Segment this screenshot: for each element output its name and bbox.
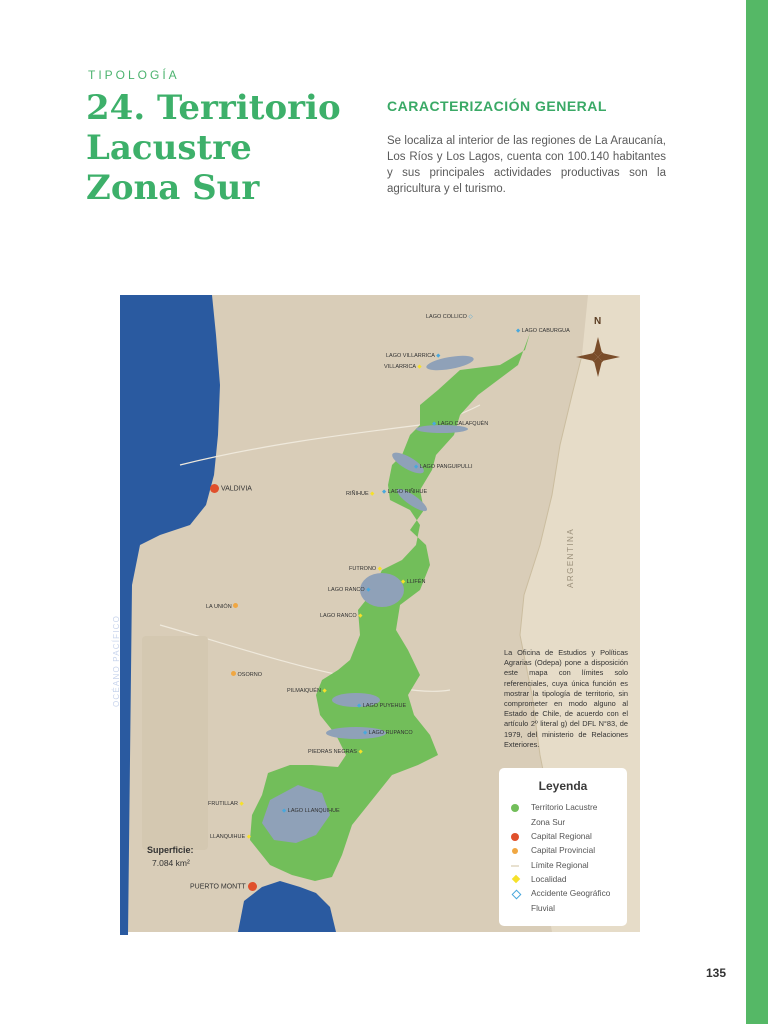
- legend-fluvial-icon: [512, 890, 522, 900]
- legend-fluvial: Accidente Geográfico Fluvial: [531, 888, 611, 913]
- locality-piedras-negras: PIEDRAS NEGRAS ◆: [308, 749, 363, 755]
- lake-label-rinihue: ◆ LAGO RIÑIHUE: [382, 489, 428, 495]
- lake-label-calafquen: ◆ LAGO CALAFQUÉN: [432, 421, 489, 427]
- lake-label-ranco-1: LAGO RANCO ◆: [328, 587, 371, 593]
- title-line-2: Lacustre: [86, 128, 252, 168]
- locality-futrono: FUTRONO ◆: [349, 566, 382, 572]
- capital-osorno: OSORNO: [231, 671, 262, 678]
- territory-map: [112, 295, 640, 932]
- page-number: 135: [706, 966, 727, 980]
- map-disclaimer: La Oficina de Estudios y Políticas Agrarias (Odepa) pone a disposición este mapa con límites solo referenciales, cuya única función es mostrar la tipología de territorio, sin comprometer en modo alguno al Estado de Chile, de acuerdo con el artículo 2º literal g) del DFL N°83, de 1979, del ministerio de Relaciones Exteriores.: [504, 648, 628, 749]
- argentina-label: ARGENTINA: [566, 527, 575, 588]
- characterization-heading: CARACTERIZACIÓN GENERAL: [387, 98, 607, 114]
- legend-title: Leyenda: [538, 779, 588, 793]
- edge-color-bar: [746, 0, 768, 1024]
- capital-la-union: LA UNIÓN: [206, 603, 238, 610]
- section-label: TIPOLOGÍA: [88, 68, 180, 82]
- legend-limite-icon: [511, 865, 519, 867]
- locality-llifen: ◆ LLIFÉN: [401, 579, 426, 585]
- locality-llanquihue: LLANQUIHUE ◆: [210, 834, 251, 840]
- legend-capital-regional: Capital Regional: [531, 831, 592, 841]
- locality-rinihue: RIÑIHUE ◆: [346, 491, 375, 497]
- legend-limite: Límite Regional: [531, 860, 589, 870]
- lake-label-puyehue: ◆ LAGO PUYEHUE: [357, 703, 407, 709]
- lake-label-llanquihue: ◆ LAGO LLANQUIHUE: [282, 808, 340, 814]
- legend-territory: Territorio Lacustre Zona Sur: [531, 802, 598, 827]
- inset-locator-map: [142, 636, 208, 850]
- lake-label-rupanco: ◆ LAGO RUPANCO: [363, 730, 413, 736]
- legend-capital-regional-icon: [511, 833, 519, 841]
- legend-localidad: Localidad: [531, 874, 567, 884]
- lake-label-ranco-2: LAGO RANCO ◆: [320, 613, 363, 619]
- page-title: [86, 88, 366, 208]
- legend-territory-icon: [511, 804, 519, 812]
- locality-villarrica: VILLARRICA ◆: [384, 364, 422, 370]
- locality-pilmaiquen: PILMAIQUÉN ◆: [287, 688, 327, 694]
- ocean-label: OCÉANO PACÍFICO: [112, 614, 121, 707]
- title-line-3: Zona Sur: [86, 168, 260, 208]
- legend-capital-provincial-icon: [512, 848, 518, 854]
- lake-label-panguipulli: ◆ LAGO PANGUIPULLI: [414, 464, 473, 470]
- lake-label-caburgua: ◆ LAGO CABURGUA: [516, 328, 570, 334]
- compass-north-label: N: [594, 316, 602, 327]
- surface-label: Superficie:: [147, 845, 194, 855]
- map-legend: [499, 768, 627, 926]
- title-line-1: 24. Territorio: [86, 88, 341, 128]
- capital-valdivia: VALDIVIA: [210, 484, 252, 493]
- capital-puerto-montt: PUERTO MONTT: [190, 882, 257, 891]
- lake-label-collico: LAGO COLLICO ◇: [426, 314, 473, 320]
- legend-capital-provincial: Capital Provincial: [531, 845, 596, 855]
- lake-label-villarrica: LAGO VILLARRICA ◆: [386, 353, 441, 359]
- characterization-body: Se localiza al interior de las regiones de La Araucanía, Los Ríos y Los Lagos, cuenta con 100.140 habitantes y sus principales actividades productivas son la agricultura y el turismo.: [387, 135, 666, 195]
- surface-value: 7.084 km²: [152, 858, 190, 868]
- legend-localidad-icon: [512, 875, 520, 883]
- locality-frutillar: FRUTILLAR ◆: [208, 801, 244, 807]
